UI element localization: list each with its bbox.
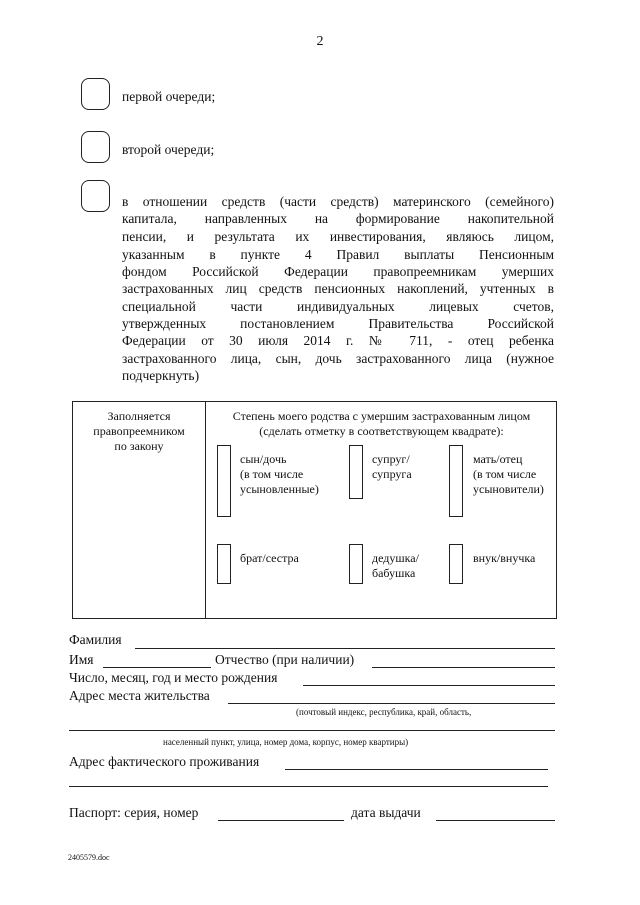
paragraph-line: застрахованного лица, сын, дочь застрахованного лица (нужное	[122, 351, 554, 366]
passport-label: Паспорт: серия, номер	[69, 805, 199, 820]
paragraph-line: Федерации от 30 июля 2014 г. № 711, - отец ребенка	[122, 333, 554, 348]
sibling-label	[240, 551, 299, 566]
label-line: супруга	[372, 467, 412, 481]
mother-father-label	[473, 452, 544, 497]
label-line: (в том числе	[240, 467, 304, 481]
left-header-line: по закону	[114, 439, 164, 453]
left-header-line: правопреемником	[93, 424, 185, 438]
passport-number-field[interactable]	[218, 820, 344, 821]
grandparent-checkbox[interactable]	[349, 544, 363, 584]
paragraph-line: капитала, направленных на формирование накопительной	[122, 211, 554, 226]
surname-label: Фамилия	[69, 632, 122, 647]
actual-address-field[interactable]	[285, 769, 548, 770]
paragraph-line: пенсии, и результата их инвестирования, являюсь лицом,	[122, 229, 554, 244]
patronymic-field[interactable]	[372, 667, 555, 668]
paragraph-line: специальной части индивидуальных лицевых счетов,	[122, 299, 554, 314]
son-daughter-checkbox[interactable]	[217, 445, 231, 517]
address-field-continued[interactable]	[69, 730, 555, 731]
paragraph-line: в отношении средств (части средств) материнского (семейного)	[122, 194, 554, 209]
spouse-label	[372, 452, 412, 482]
birth-field[interactable]	[303, 685, 555, 686]
label-line: бабушка	[372, 566, 416, 580]
maternal-capital-checkbox[interactable]	[81, 180, 110, 212]
grandchild-label	[473, 551, 535, 566]
paragraph-line: фондом Российской Федерации правопреемникам умерших	[122, 264, 554, 279]
grandparent-label	[372, 551, 419, 581]
address-label: Адрес места жительства	[69, 688, 210, 703]
name-field[interactable]	[103, 667, 211, 668]
left-header	[73, 409, 205, 454]
spouse-checkbox[interactable]	[349, 445, 363, 499]
label-line: сын/дочь	[240, 452, 287, 466]
first-priority-label: первой очереди;	[122, 89, 216, 104]
second-priority-label: второй очереди;	[122, 142, 215, 157]
document-filename: 2405579.doc	[68, 853, 110, 862]
actual-address-field-continued[interactable]	[69, 786, 548, 787]
issue-date-label: дата выдачи	[351, 805, 421, 820]
paragraph-line: подчеркнуть)	[122, 368, 200, 383]
paragraph-line: указанным в пункте 4 Правил выплаты Пенсионным	[122, 247, 554, 262]
right-header-line: Степень моего родства с умершим застрахованным лицом	[232, 409, 531, 423]
issue-date-field[interactable]	[436, 820, 555, 821]
label-line: брат/сестра	[240, 551, 299, 565]
patronymic-label: Отчество (при наличии)	[215, 652, 355, 667]
birth-label: Число, месяц, год и место рождения	[69, 670, 278, 685]
right-header	[206, 409, 557, 439]
label-line: супруг/	[372, 452, 410, 466]
address-hint: (почтовый индекс, республика, край, область,	[296, 707, 472, 717]
surname-field[interactable]	[135, 648, 555, 649]
name-label: Имя	[69, 652, 94, 667]
label-line: дедушка/	[372, 551, 419, 565]
paragraph-line: застрахованных лиц средств пенсионных накоплений, учтенных в	[122, 281, 554, 296]
label-line: внук/внучка	[473, 551, 536, 565]
label-line: усыновители)	[473, 482, 544, 496]
label-line: (в том числе	[473, 467, 537, 481]
page-number: 2	[316, 34, 324, 49]
left-header-line: Заполняется	[107, 409, 171, 423]
address-hint-continued: населенный пункт, улица, номер дома, корпус, номер квартиры)	[163, 737, 409, 747]
grandchild-checkbox[interactable]	[449, 544, 463, 584]
address-field[interactable]	[228, 703, 555, 704]
second-priority-checkbox[interactable]	[81, 131, 110, 163]
first-priority-checkbox[interactable]	[81, 78, 110, 110]
son-daughter-label	[240, 452, 319, 497]
actual-address-label: Адрес фактического проживания	[69, 754, 260, 769]
paragraph-line: утвержденных постановлением Правительства Российской	[122, 316, 554, 331]
right-header-line: (сделать отметку в соответствующем квадрате):	[259, 424, 504, 438]
label-line: мать/отец	[473, 452, 523, 466]
mother-father-checkbox[interactable]	[449, 445, 463, 517]
sibling-checkbox[interactable]	[217, 544, 231, 584]
label-line: усыновленные)	[240, 482, 319, 496]
